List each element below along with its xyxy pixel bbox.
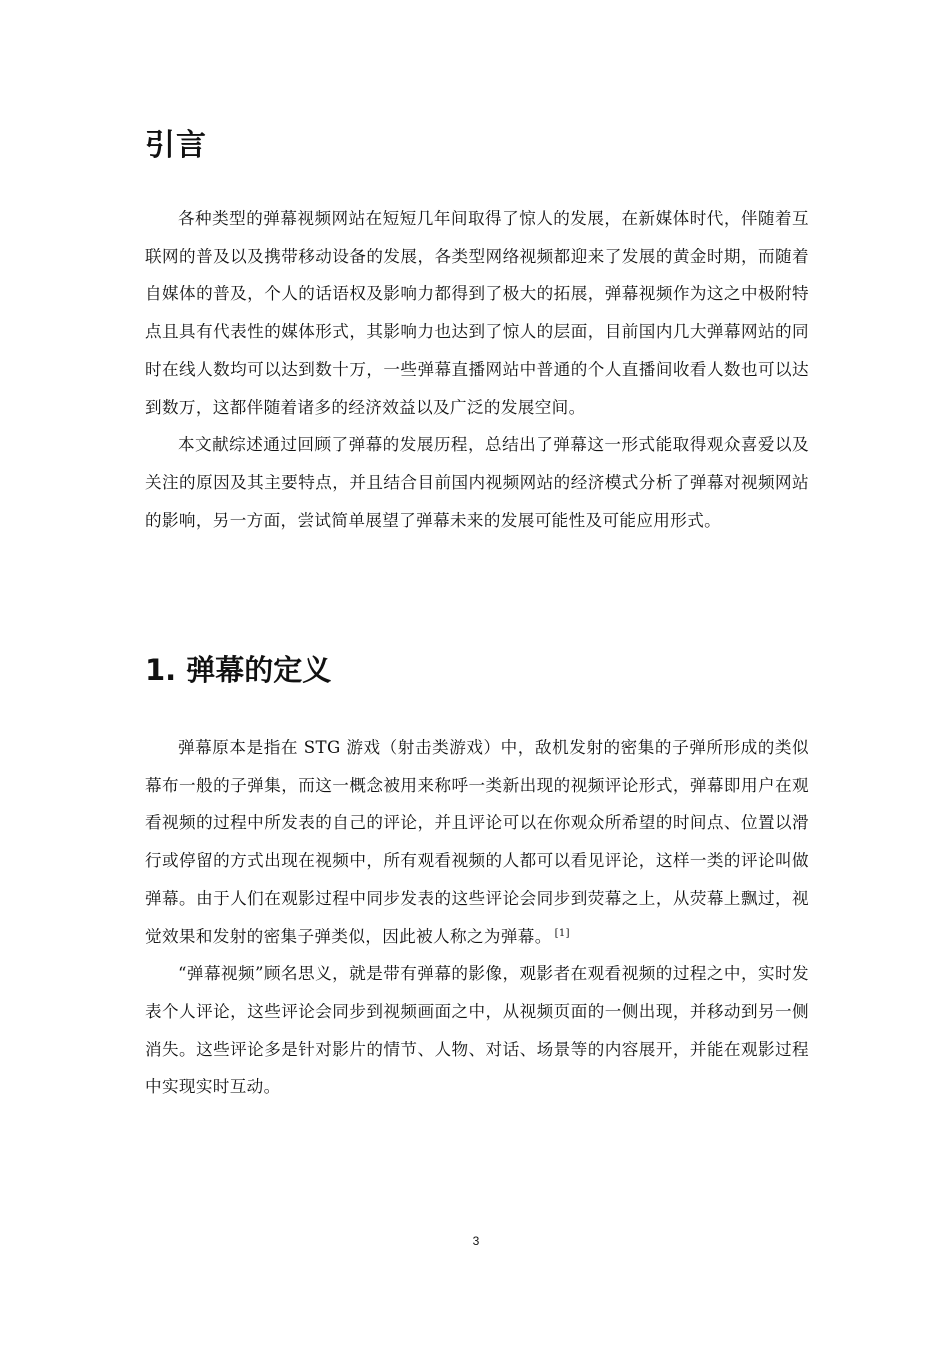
section-heading: 1. 弹幕的定义 bbox=[145, 653, 332, 687]
intro-paragraph: 本文献综述通过回顾了弹幕的发展历程，总结出了弹幕这一形式能取得观众喜爱以及关注的原因及其主要特点，并且结合目前国内视频网站的经济模式分析了弹幕对视频网站的影响，另一方面，尝试简单展望了弹幕未来的发展可能性及可能应用形式。 bbox=[145, 435, 809, 530]
section-body bbox=[145, 729, 809, 1106]
citation-reference[interactable]: [1] bbox=[554, 927, 570, 939]
page-number: 3 bbox=[472, 1234, 480, 1248]
intro-paragraph: 各种类型的弹幕视频网站在短短几年间取得了惊人的发展，在新媒体时代，伴随着互联网的普及以及携带移动设备的发展，各类型网络视频都迎来了发展的黄金时期，而随着自媒体的普及，个人的话语权及影响力都得到了极大的拓展，弹幕视频作为这之中极附特点且具有代表性的媒体形式，其影响力也达到了惊人的层面，目前国内几大弹幕网站的同时在线人数均可以达到数十万，一些弹幕直播网站中普通的个人直播间收看人数也可以达到数万，这都伴随着诸多的经济效益以及广泛的发展空间。 bbox=[145, 209, 809, 417]
section-paragraph-text: 弹幕原本是指在 STG 游戏（射击类游戏）中，敌机发射的密集的子弹所形成的类似幕布一般的子弹集，而这一概念被用来称呼一类新出现的视频评论形式，弹幕即用户在观看视频的过程中所发表的自己的评论，并且评论可以在你观众所希望的时间点、位置以滑行或停留的方式出现在视频中，所有观看视频的人都可以看见评论，这样一类的评论叫做弹幕。由于人们在观影过程中同步发表的这些评论会同步到荧幕之上，从荧幕上飘过，视觉效果和发射的密集子弹类似，因此被人称之为弹幕。 bbox=[145, 738, 809, 946]
intro-heading: 引言 bbox=[145, 128, 207, 163]
section-paragraph bbox=[145, 729, 809, 955]
section-paragraph: “弹幕视频”顾名思义，就是带有弹幕的影像，观影者在观看视频的过程之中，实时发表个人评论，这些评论会同步到视频画面之中，从视频页面的一侧出现，并移动到另一侧消失。这些评论多是针对影片的情节、人物、对话、场景等的内容展开，并能在观影过程中实现实时互动。 bbox=[145, 964, 809, 1097]
intro-body bbox=[145, 200, 809, 539]
